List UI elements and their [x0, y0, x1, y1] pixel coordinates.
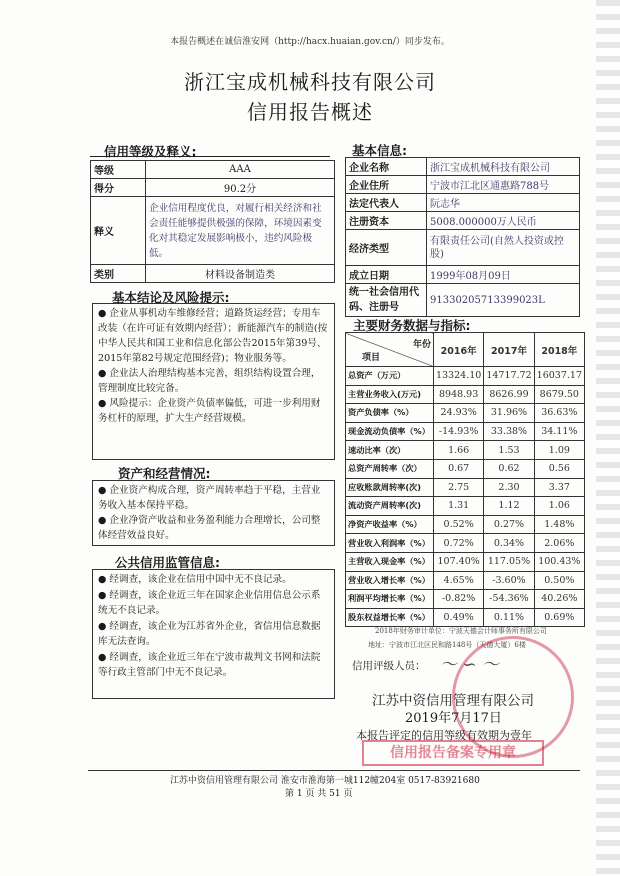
fin-value: 2.30 [484, 478, 534, 497]
conclusion-item: ● 企业法人治理结构基本完善，组织结构设置合理，管理制度比较完备。 [98, 368, 321, 394]
fin-value: 36.63% [534, 404, 584, 423]
fin-value: 1.31 [433, 497, 483, 516]
fin-value: 24.93% [433, 404, 483, 423]
fin-value: 34.11% [534, 422, 584, 441]
fin-value: 107.40% [433, 552, 483, 571]
issue-date: 2019年7月17日 [405, 711, 502, 726]
econ-type-value: 有限责任公司(自然人投资或控股) [427, 230, 580, 266]
fin-row-label: 流动资产周转率(次) [346, 497, 434, 516]
year-corner-label: 年份 [412, 339, 431, 350]
fin-value: 14717.72 [484, 367, 534, 386]
credit-table [90, 160, 335, 283]
company-name-value: 浙江宝成机械科技有限公司 [427, 158, 580, 176]
fin-value: 13324.10 [433, 367, 483, 386]
binding-edge [596, 0, 620, 876]
fin-row-label: 净资产收益率（%） [346, 515, 434, 534]
fin-row-label: 营业收入利润率（%） [346, 534, 434, 553]
footer-rule [88, 770, 580, 771]
credit-grade-label: 等级 [91, 161, 146, 179]
fin-value: 0.11% [484, 608, 534, 627]
rater-label: 信用评级人员： [352, 660, 426, 672]
asset-heading: 资产和经营情况: [118, 466, 211, 481]
year-2017-header: 2017年 [484, 333, 534, 367]
credit-score-label: 得分 [91, 179, 146, 197]
fin-row-label: 资产负债率（%） [346, 404, 434, 423]
credit-meaning-value: 企业信用程度优良，对履行相关经济和社会责任能够提供极强的保障，环境因素变化对其稳定发展影响极小，违约风险极低。 [146, 197, 335, 265]
fin-value: 4.65% [433, 571, 483, 590]
public-box [92, 569, 335, 699]
company-name-label: 企业名称 [346, 158, 427, 176]
fin-value: -54.36% [484, 590, 534, 609]
fin-value: 0.69% [534, 608, 584, 627]
fin-value: 0.49% [433, 608, 483, 627]
basic-heading: 基本信息: [352, 143, 407, 158]
record-stamp: 信用报告备案专用章 [362, 740, 544, 766]
asset-item: ● 企业净资产收益和业务盈利能力合理增长，公司整体经营效益良好。 [98, 515, 321, 541]
fin-value: 0.56 [534, 459, 584, 478]
credit-meaning-label: 释义 [91, 197, 146, 265]
asset-item: ● 企业资产构成合理，资产周转率趋于平稳，主营业务收入基本保持平稳。 [98, 485, 321, 511]
fin-value: -14.93% [433, 422, 483, 441]
fin-value: 8626.99 [484, 385, 534, 404]
fin-value: 0.72% [433, 534, 483, 553]
public-item: ● 经调查，该企业近三年在宁波市裁判文书网和法院等行政主管部门中无不良记录。 [98, 651, 321, 678]
credit-heading-rule [90, 156, 330, 157]
capital-label: 注册资本 [346, 212, 427, 230]
finance-corner-cell [346, 333, 434, 367]
fin-row-label: 主营收入现金率（%） [346, 552, 434, 571]
item-corner-label: 项目 [362, 352, 381, 363]
fin-value: 2.06% [534, 534, 584, 553]
finance-heading: 主要财务数据与指标: [353, 318, 471, 333]
legal-rep-label: 法定代表人 [346, 194, 427, 212]
fin-value: 0.27% [484, 515, 534, 534]
credit-code-value: 91330205713399023L [427, 284, 580, 317]
legal-rep-value: 阮志华 [427, 194, 580, 212]
fin-value: 40.26% [534, 590, 584, 609]
fin-row-label: 营业收入增长率（%） [346, 571, 434, 590]
public-heading: 公共信用监管信息: [115, 555, 220, 570]
fin-value: 33.38% [484, 422, 534, 441]
fin-value: 0.52% [433, 515, 483, 534]
public-item: ● 经调查，该企业为江苏省外企业，省信用信息数据库无法查询。 [98, 620, 321, 647]
founded-value: 1999年08月09日 [427, 266, 580, 284]
audit-address: 地址：宁波市江北区民和路148号（天德大厦）6楼 [368, 641, 526, 649]
page-number: 第 1 页 共 51 页 [285, 789, 353, 799]
credit-code-label: 统一社会信用代码、注册号 [346, 284, 427, 317]
fin-row-label: 总资产（万元） [346, 367, 434, 386]
fin-value: 117.05% [484, 552, 534, 571]
asset-box [92, 480, 335, 546]
finance-table [345, 332, 585, 627]
fin-row-label: 总资产周转率（次） [346, 459, 434, 478]
fin-value: 100.43% [534, 552, 584, 571]
fin-value: 8948.93 [433, 385, 483, 404]
credit-heading: 信用等级及释义: [104, 144, 197, 159]
econ-type-label: 经济类型 [346, 230, 427, 266]
basic-info-table [345, 157, 580, 317]
fin-value: 0.67 [433, 459, 483, 478]
credit-score-value: 90.2分 [146, 179, 335, 197]
fin-value: 3.37 [534, 478, 584, 497]
credit-category-value: 材料设备制造类 [146, 265, 335, 283]
fin-value: 31.96% [484, 404, 534, 423]
fin-value: 0.62 [484, 459, 534, 478]
fin-value: 8679.50 [534, 385, 584, 404]
fin-value: 0.34% [484, 534, 534, 553]
fin-value: 1.66 [433, 441, 483, 460]
fin-value: 1.53 [484, 441, 534, 460]
conclusion-item: ● 企业从事机动车维修经营；道路货运经营；专用车改装（在许可证有效期内经营）；新能源汽车的制造(按中华人民共和国工业和信息化部公告2015年第39号、2015年第82号规定范围经营)；物业服务等。 [98, 308, 328, 364]
credit-category-label: 类别 [91, 265, 146, 283]
fin-value: -3.60% [484, 571, 534, 590]
year-2018-header: 2018年 [534, 333, 584, 367]
fin-value: 1.09 [534, 441, 584, 460]
capital-value: 5008.000000万人民币 [427, 212, 580, 230]
address-value: 宁波市江北区通惠路788号 [427, 176, 580, 194]
public-item: ● 经调查，该企业近三年在国家企业信用信息公示系统无不良记录。 [98, 589, 321, 616]
credit-grade-value: AAA [146, 161, 335, 179]
fin-row-label: 利润平均增长率（%） [346, 590, 434, 609]
fin-value: 0.50% [534, 571, 584, 590]
fin-value: 16037.17 [534, 367, 584, 386]
fin-row-label: 应收账款周转率(次) [346, 478, 434, 497]
conclusion-box [92, 303, 335, 460]
footer-contact: 江苏中资信用管理有限公司 淮安市淮海第一城112幢204室 0517-83921680 [170, 776, 480, 786]
conclusion-heading: 基本结论及风险提示: [112, 290, 230, 305]
fin-row-label: 主营业务收入(万元) [346, 385, 434, 404]
rater-signature-icon: 〜 ∽ 〜 [440, 655, 500, 675]
report-title: 信用报告概述 [247, 100, 373, 124]
conclusion-item: ● 风险提示：企业资产负债率偏低，可进一步利用财务杠杆的原理，扩大生产经营规模。 [98, 398, 321, 424]
fin-value: 1.48% [534, 515, 584, 534]
fin-value: 1.06 [534, 497, 584, 516]
fin-row-label: 速动比率（次） [346, 441, 434, 460]
fin-row-label: 现金流动负债率（%） [346, 422, 434, 441]
fin-value: 2.75 [433, 478, 483, 497]
address-label: 企业住所 [346, 176, 427, 194]
fin-value: 1.12 [484, 497, 534, 516]
publication-note: 本报告概述在诚信淮安网（http://hacx.huaian.gov.cn/）同步发布。 [170, 37, 450, 47]
public-item: ● 经调查，该企业在信用中国中无不良记录。 [98, 574, 292, 585]
fin-row-label: 股东权益增长率（%） [346, 608, 434, 627]
issuer-name: 江苏中资信用管理有限公司 [372, 693, 534, 709]
validity-note: 本报告评定的信用等级有效期为壹年 [356, 729, 532, 742]
fin-value: -0.82% [433, 590, 483, 609]
year-2016-header: 2016年 [433, 333, 483, 367]
company-title: 浙江宝成机械科技有限公司 [184, 70, 436, 94]
audit-note: 2018年财务审计单位：宁波天德会计师事务所有限公司 [375, 627, 547, 635]
founded-label: 成立日期 [346, 266, 427, 284]
